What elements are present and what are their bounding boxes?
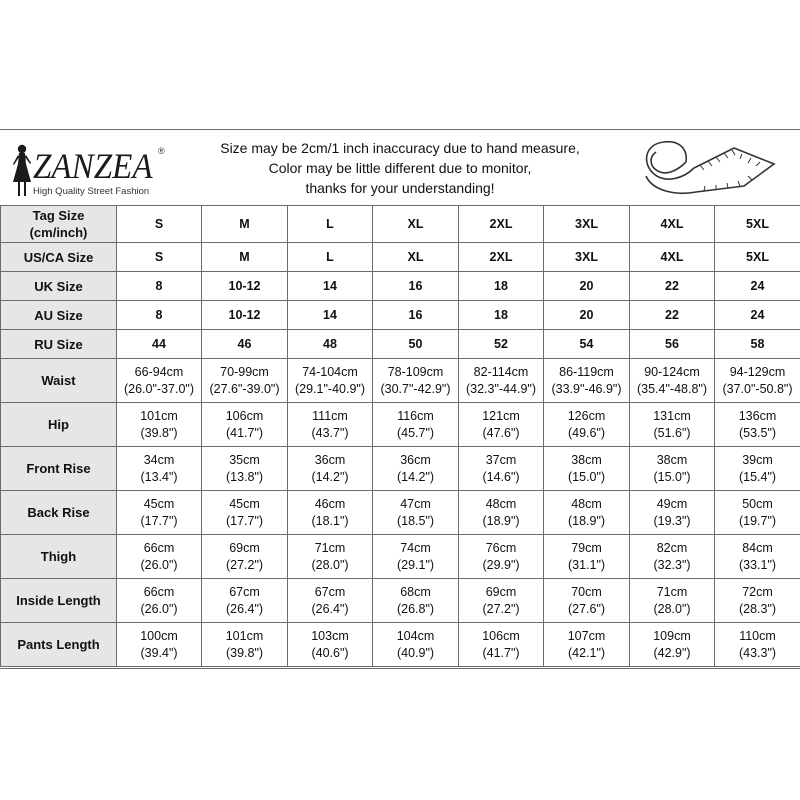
cm-value: 35cm <box>229 452 260 467</box>
measure-cell <box>288 403 373 447</box>
cm-value: 104cm <box>396 628 435 643</box>
size-cell: 2XL <box>459 243 544 272</box>
measure-cell <box>544 579 630 623</box>
inch-value: (27.2") <box>225 557 264 572</box>
brand-name: ZANZEA <box>33 146 153 186</box>
row-label: Hip <box>1 403 117 447</box>
cm-value: 66-94cm <box>134 364 184 379</box>
size-cell: L <box>288 206 373 243</box>
row-label: Back Rise <box>1 491 117 535</box>
measure-cell <box>288 535 373 579</box>
row-label: AU Size <box>1 301 117 330</box>
inch-value: (26.0") <box>140 557 178 572</box>
size-table <box>0 205 800 667</box>
measure-cell <box>202 535 288 579</box>
row-label: Waist <box>1 359 117 403</box>
measure-cell <box>117 359 202 403</box>
cm-value: 121cm <box>482 408 520 423</box>
measure-cell <box>459 535 544 579</box>
measure-cell <box>544 447 630 491</box>
measure-cell <box>715 491 800 535</box>
inch-value: (17.7") <box>140 513 178 528</box>
inch-value: (13.4") <box>140 469 178 484</box>
inch-value: (43.3") <box>738 645 777 660</box>
measure-cell <box>202 403 288 447</box>
measure-row <box>1 359 800 403</box>
measure-row <box>1 403 800 447</box>
measure-cell <box>630 403 715 447</box>
size-chart <box>0 129 800 669</box>
cm-value: 84cm <box>742 540 773 555</box>
size-cell: 24 <box>715 301 800 330</box>
inch-value: (26.0") <box>140 601 178 616</box>
cm-value: 70cm <box>571 584 602 599</box>
inch-value: (51.6") <box>653 425 691 440</box>
size-cell: 46 <box>202 330 288 359</box>
cm-value: 74-104cm <box>302 364 358 379</box>
cm-value: 74cm <box>400 540 431 555</box>
size-cell: 16 <box>373 272 459 301</box>
inch-value: (26.4") <box>225 601 264 616</box>
measure-cell <box>117 535 202 579</box>
inch-value: (27.6") <box>567 601 606 616</box>
size-cell: M <box>202 206 288 243</box>
size-cell: 20 <box>544 272 630 301</box>
cm-value: 110cm <box>739 628 776 643</box>
inch-value: (19.7") <box>738 513 777 528</box>
measure-row <box>1 491 800 535</box>
cm-value: 109cm <box>653 628 691 643</box>
size-cell: 14 <box>288 272 373 301</box>
measure-cell <box>630 447 715 491</box>
size-cell: 8 <box>117 272 202 301</box>
inch-value: (28.0") <box>311 557 349 572</box>
measure-cell <box>202 623 288 667</box>
cm-value: 82cm <box>656 540 688 555</box>
cm-value: 76cm <box>485 540 517 555</box>
measure-cell <box>459 447 544 491</box>
size-cell: L <box>288 243 373 272</box>
cm-value: 126cm <box>567 408 606 423</box>
cm-value: 67cm <box>314 584 346 599</box>
size-cell: XL <box>373 243 459 272</box>
row-label-line: (cm/inch) <box>29 225 88 240</box>
inch-value: (29.1"-40.9") <box>294 381 366 396</box>
size-row <box>1 330 800 359</box>
inch-value: (28.3") <box>738 601 777 616</box>
cm-value: 36cm <box>314 452 346 467</box>
size-row <box>1 243 800 272</box>
row-label: Thigh <box>1 535 117 579</box>
registered-mark: ® <box>158 146 165 156</box>
inch-value: (15.0") <box>567 469 606 484</box>
inch-value: (27.2") <box>482 601 520 616</box>
size-cell: 44 <box>117 330 202 359</box>
size-cell: S <box>117 243 202 272</box>
cm-value: 71cm <box>314 540 346 555</box>
inch-value: (47.6") <box>482 425 520 440</box>
row-label <box>1 206 117 243</box>
measure-cell <box>202 491 288 535</box>
inch-value: (41.7") <box>482 645 520 660</box>
inch-value: (53.5") <box>738 425 777 440</box>
cm-value: 103cm <box>311 628 349 643</box>
cm-value: 82-114cm <box>473 364 529 379</box>
measure-cell <box>373 535 459 579</box>
size-cell: 48 <box>288 330 373 359</box>
measure-cell <box>288 579 373 623</box>
size-cell: 18 <box>459 301 544 330</box>
inch-value: (15.4") <box>738 469 777 484</box>
size-cell: 20 <box>544 301 630 330</box>
measure-cell <box>630 579 715 623</box>
measure-cell <box>288 623 373 667</box>
inch-value: (28.0") <box>653 601 691 616</box>
inch-value: (30.7"-42.9") <box>380 381 451 396</box>
cm-value: 69cm <box>485 584 517 599</box>
measure-cell <box>117 623 202 667</box>
measure-cell <box>373 447 459 491</box>
size-cell: 3XL <box>544 243 630 272</box>
inch-value: (13.8") <box>225 469 264 484</box>
measure-cell <box>117 579 202 623</box>
cm-value: 101cm <box>225 628 264 643</box>
size-cell: 52 <box>459 330 544 359</box>
cm-value: 90-124cm <box>644 364 700 379</box>
inch-value: (39.4") <box>140 645 178 660</box>
row-label: RU Size <box>1 330 117 359</box>
row-label-line: Tag Size <box>32 208 85 223</box>
row-label: US/CA Size <box>1 243 117 272</box>
inch-value: (39.8") <box>140 425 178 440</box>
cm-value: 79cm <box>571 540 602 555</box>
cm-value: 101cm <box>140 408 178 423</box>
cm-value: 46cm <box>314 496 346 511</box>
inch-value: (18.9") <box>482 513 520 528</box>
measure-cell <box>288 491 373 535</box>
inch-value: (29.1") <box>396 557 435 572</box>
cm-value: 78-109cm <box>387 364 444 379</box>
row-label: Front Rise <box>1 447 117 491</box>
measure-cell <box>288 359 373 403</box>
size-cell: XL <box>373 206 459 243</box>
inch-value: (39.8") <box>225 645 264 660</box>
size-cell: 3XL <box>544 206 630 243</box>
size-cell: 56 <box>630 330 715 359</box>
measure-cell <box>117 447 202 491</box>
inch-value: (42.1") <box>567 645 606 660</box>
inch-value: (45.7") <box>396 425 435 440</box>
inch-value: (26.0"-37.0") <box>123 381 195 396</box>
cm-value: 48cm <box>485 496 517 511</box>
cm-value: 45cm <box>229 496 260 511</box>
inch-value: (18.1") <box>311 513 349 528</box>
cm-value: 100cm <box>140 628 178 643</box>
cm-value: 70-99cm <box>220 364 269 379</box>
size-cell: 4XL <box>630 206 715 243</box>
inch-value: (14.6") <box>482 469 520 484</box>
size-cell: 18 <box>459 272 544 301</box>
measure-cell <box>459 579 544 623</box>
size-cell: 5XL <box>715 206 800 243</box>
inch-value: (40.9") <box>396 645 435 660</box>
cm-value: 72cm <box>742 584 773 599</box>
inch-value: (37.0"-50.8") <box>722 381 793 396</box>
cm-value: 34cm <box>143 452 175 467</box>
measure-cell <box>117 491 202 535</box>
size-cell: 58 <box>715 330 800 359</box>
measure-cell <box>715 359 800 403</box>
inch-value: (19.3") <box>653 513 691 528</box>
measure-cell <box>373 623 459 667</box>
cm-value: 86-119cm <box>559 364 614 379</box>
size-cell: 4XL <box>630 243 715 272</box>
measure-cell <box>202 579 288 623</box>
size-cell: 10-12 <box>202 301 288 330</box>
size-cell: 10-12 <box>202 272 288 301</box>
cm-value: 38cm <box>571 452 602 467</box>
measure-cell <box>544 623 630 667</box>
notice-line: Color may be little different due to monitor, <box>268 160 532 176</box>
cm-value: 106cm <box>225 408 264 423</box>
measure-row <box>1 623 800 667</box>
chart-header <box>0 130 800 206</box>
measure-cell <box>459 403 544 447</box>
inch-value: (17.7") <box>225 513 264 528</box>
measure-cell <box>459 623 544 667</box>
cm-value: 49cm <box>656 496 688 511</box>
cm-value: 116cm <box>397 408 434 423</box>
size-cell: 2XL <box>459 206 544 243</box>
size-cell: S <box>117 206 202 243</box>
measuring-tape-icon <box>634 134 784 200</box>
notice-line: thanks for your understanding! <box>305 180 495 196</box>
cm-value: 37cm <box>485 452 517 467</box>
inch-value: (14.2") <box>311 469 349 484</box>
inch-value: (26.8") <box>396 601 435 616</box>
inch-value: (35.4"-48.8") <box>636 381 708 396</box>
size-cell: 22 <box>630 301 715 330</box>
cm-value: 66cm <box>143 584 175 599</box>
inch-value: (32.3"-44.9") <box>465 381 537 396</box>
cm-value: 50cm <box>742 496 773 511</box>
cm-value: 36cm <box>400 452 431 467</box>
cm-value: 68cm <box>400 584 431 599</box>
cm-value: 47cm <box>400 496 431 511</box>
size-cell: 16 <box>373 301 459 330</box>
cm-value: 136cm <box>738 408 777 423</box>
cm-value: 45cm <box>143 496 175 511</box>
measure-row <box>1 447 800 491</box>
size-cell: 8 <box>117 301 202 330</box>
inch-value: (15.0") <box>653 469 691 484</box>
measure-cell <box>459 359 544 403</box>
row-label: UK Size <box>1 272 117 301</box>
measure-cell <box>288 447 373 491</box>
measure-row <box>1 535 800 579</box>
measure-cell <box>202 359 288 403</box>
cm-value: 111cm <box>312 408 348 423</box>
cm-value: 131cm <box>653 408 691 423</box>
notice-line: Size may be 2cm/1 inch inaccuracy due to hand measure, <box>220 140 580 156</box>
size-cell: 54 <box>544 330 630 359</box>
measure-cell <box>544 491 630 535</box>
measure-cell <box>715 623 800 667</box>
inch-value: (42.9") <box>653 645 691 660</box>
size-cell: M <box>202 243 288 272</box>
measure-cell <box>544 359 630 403</box>
measure-cell <box>715 403 800 447</box>
inch-value: (31.1") <box>567 557 606 572</box>
measure-cell <box>630 535 715 579</box>
measure-cell <box>373 579 459 623</box>
row-label: Inside Length <box>1 579 117 623</box>
measure-cell <box>544 403 630 447</box>
inch-value: (49.6") <box>567 425 606 440</box>
inch-value: (26.4") <box>311 601 349 616</box>
cm-value: 107cm <box>567 628 606 643</box>
measure-row <box>1 579 800 623</box>
inch-value: (27.6"-39.0") <box>209 381 280 396</box>
measure-cell <box>373 491 459 535</box>
measure-cell <box>544 535 630 579</box>
cm-value: 106cm <box>482 628 520 643</box>
inch-value: (32.3") <box>653 557 691 572</box>
inch-value: (18.9") <box>567 513 606 528</box>
inch-value: (40.6") <box>311 645 349 660</box>
measure-cell <box>715 535 800 579</box>
measure-cell <box>117 403 202 447</box>
size-cell: 5XL <box>715 243 800 272</box>
brand-tagline: High Quality Street Fashion <box>33 186 150 197</box>
measurement-notice <box>190 138 610 198</box>
size-row <box>1 301 800 330</box>
cm-value: 69cm <box>229 540 260 555</box>
inch-value: (18.5") <box>396 513 435 528</box>
cm-value: 48cm <box>571 496 602 511</box>
inch-value: (41.7") <box>225 425 264 440</box>
cm-value: 71cm <box>656 584 688 599</box>
cm-value: 39cm <box>742 452 773 467</box>
inch-value: (29.9") <box>482 557 520 572</box>
inch-value: (33.1") <box>738 557 777 572</box>
inch-value: (14.2") <box>396 469 435 484</box>
size-cell: 22 <box>630 272 715 301</box>
measure-cell <box>630 623 715 667</box>
measure-cell <box>715 447 800 491</box>
measure-cell <box>630 359 715 403</box>
size-cell: 24 <box>715 272 800 301</box>
measure-cell <box>202 447 288 491</box>
cm-value: 67cm <box>229 584 260 599</box>
measure-cell <box>630 491 715 535</box>
measure-cell <box>373 403 459 447</box>
size-cell: 50 <box>373 330 459 359</box>
measure-cell <box>373 359 459 403</box>
measure-cell <box>715 579 800 623</box>
size-cell: 14 <box>288 301 373 330</box>
inch-value: (43.7") <box>311 425 349 440</box>
cm-value: 94-129cm <box>729 364 786 379</box>
brand-logo <box>5 140 165 200</box>
size-row <box>1 272 800 301</box>
measure-cell <box>459 491 544 535</box>
cm-value: 38cm <box>656 452 688 467</box>
row-label: Pants Length <box>1 623 117 667</box>
cm-value: 66cm <box>143 540 175 555</box>
size-row <box>1 206 800 243</box>
inch-value: (33.9"-46.9") <box>551 381 622 396</box>
